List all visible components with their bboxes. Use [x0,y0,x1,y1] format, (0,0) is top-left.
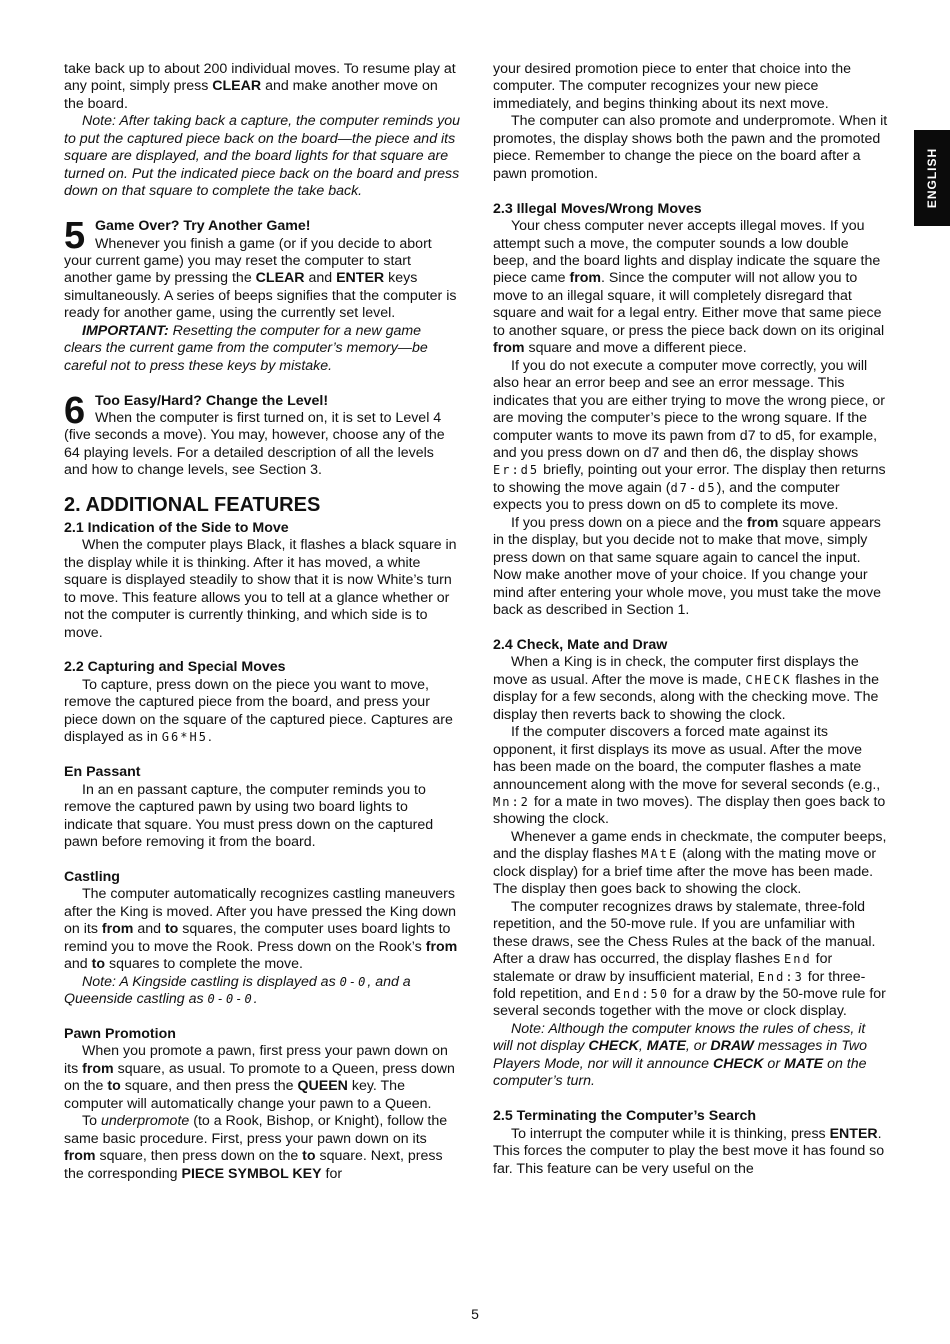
paragraph: When the computer is first turned on, it is set to Level 4 (five seconds a move). You may, however, choose any of the 64 playing levels. For a detailed description of all the levels and how to change levels, see Section 3. [64,410,445,479]
paragraph: Your chess computer never accepts illegal moves. If you attempt such a move, the computer sounds a low double beep, and the board lights and display indicate the square the piece came from. Since the computer will not allow you to move to an illegal square, it will completely disregard that square and wait for a legal entry. Either move that same piece to another square, or press the piece back down on its original from square and move a different piece. [493,218,885,357]
lcd-text: Er:d5 [493,463,540,478]
section-heading: 2. ADDITIONAL FEATURES [64,493,321,516]
subsection-heading: 2.5 Terminating the Computer’s Search [493,1108,757,1125]
lcd-text: End:50 [613,986,670,1001]
paragraph: The computer can also promote and underpromote. When it promotes, the display shows both the pawn and the promoted piece. Remember to change the piece on the board after a pawn promotion. [493,113,888,182]
paragraph: In an en passant capture, the computer reminds you to remove the captured pawn by using two board lights to indicate that square. You must press down on the captured pawn before removing it from the board. [64,781,434,850]
paragraph: When a King is in check, the computer first displays the move as usual. After the move is made, CHECK flashes in the display for a few seconds, along with the checking move. The display then reverts back to showing the clock. [493,654,880,723]
subsection-heading: En Passant [64,764,141,781]
paragraph: your desired promotion piece to enter that choice into the computer. The computer recognizes your new piece immediately, and begins thinking about its next move. [493,61,852,112]
subsection-heading: 2.4 Check, Mate and Draw [493,636,668,653]
step-6 [64,389,460,480]
paragraph: If you do not execute a computer move correctly, you will also hear an error beep and see an error message. This indicates that you are either trying to move the wrong piece, or are moving the computer’s piece to the wrong square. If the computer wants to move its pawn from d7 to d5, for example, and you press down on d7 and then d6, the display shows Er:d5 briefly, pointing out your error. The display then returns to showing the move again (d7-d5), and the computer expects you to press down on d5 to complete its move. [493,357,886,514]
paragraph: To capture, press down on the piece you want to move, remove the captured piece from the board, and press your piece down on the square of the captured piece. Captures are displayed as in G6*H5. [64,676,453,746]
paragraph: Whenever a game ends in checkmate, the computer beeps, and the display flashes MAtE (along with the mating move or clock display) for a brief time after the move has been made. The display then goes back to showing the clock. [493,828,887,898]
lcd-text: 0-0 [339,974,368,989]
paragraph: take back up to about 200 individual moves. To resume play at any point, simply press CLEAR and make another move on the board. [64,61,456,112]
paragraph: If you press down on a piece and the from square appears in the display, but you decide not to make that move, simply press down on that same square again to cancel the input. Now make another move of your choice. If you change your mind after entering your whole move, you must take the move back as described in Section 1. [493,514,881,619]
subsection-heading: 2.2 Capturing and Special Moves [64,659,286,676]
paragraph: Whenever you finish a game (or if you decide to abort your current game) you may reset the computer to start another game by pressing the CLEAR and ENTER keys simultaneously. A series of beeps signifies that the computer is ready for another game, using the currently set level. [64,235,457,322]
paragraph: When you promote a pawn, first press your pawn down on its from square, as usual. To promote to a Queen, press down on the to square, and then press the QUEEN key. The computer will automatically change your pawn to a Queen. [64,1043,455,1112]
lcd-text: G6*H5 [161,730,208,745]
step-5 [64,215,460,375]
subsection-heading: 2.1 Indication of the Side to Move [64,519,289,536]
note: Note: Although the computer knows the rules of chess, it will not display CHECK, MATE, or DRAW messages in Two Players Mode, nor will it announce CHECK or MATE on the computer’s turn. [493,1020,867,1090]
lcd-text: Mn:2 [493,795,530,809]
lcd-text: End [784,952,812,967]
step-heading: Game Over? Try Another Game! [95,218,311,235]
paragraph: The computer automatically recognizes castling maneuvers after the King is moved. After you have pressed the King down on its from and to squares, the computer uses board lights to remind you to move the Rook. Press down on the Rook’s from and to squares to complete the move. [64,886,458,973]
step-number: 6 [64,389,86,432]
step-number: 5 [64,215,86,258]
lcd-text: MAtE [641,847,679,862]
lcd-text: CHECK [745,672,792,687]
note: Note: After taking back a capture, the computer reminds you to put the captured piece back on the board—the piece and its square are displayed, and the board lights for that square are turned on. Put the indicated piece back on the board and press down on that square to complete the take back. [64,113,460,200]
important-note: IMPORTANT: Resetting the computer for a new game clears the current game from the computer’s memory—be careful not to press these keys by mistake. [64,322,428,374]
paragraph: The computer recognizes draws by stalemate, three-fold repetition, and the 50-move rule. If you are unfamiliar with these draws, see the Chess Rules at the back of the manual. After a draw has occurred, the display flashes End for stalemate or draw by insufficient material, End:3 for three-fold repetition, and End:50 for a draw by the 50-move rule for several seconds together with the move or clock display. [493,898,886,1020]
page-number: 5 [471,1306,479,1322]
left-column [64,61,460,1183]
lcd-text: End:3 [757,969,804,984]
paragraph: If the computer discovers a forced mate against its opponent, it first displays its move as usual. After the move has been made on the board, the computer flashes a mate announcement along with the move for several seconds (e.g., Mn:2 for a mate in two moves). The display then goes back to showing the clock. [493,724,886,828]
right-column [493,61,888,1178]
subsection-heading: 2.3 Illegal Moves/Wrong Moves [493,200,702,217]
step-heading: Too Easy/Hard? Change the Level! [95,392,329,409]
paragraph: When the computer plays Black, it flashes a black square in the display while it is thinking. After it has moved, a white square is displayed steadily to show that it is now White’s turn to move. This feature allows you to tell at a glance whether or not the computer is currently thinking, and which side is to move. [64,537,457,641]
subsection-heading: Pawn Promotion [64,1025,176,1042]
paragraph: To underpromote (to a Rook, Bishop, or Knight), follow the same basic procedure. First, press your pawn down on its from square, then press down on the to square. Next, press the corresponding PIECE SYMBOL KEY for [64,1113,448,1182]
language-tab-label: ENGLISH [925,147,939,209]
note: Note: A Kingside castling is displayed as 0-0, and a Queenside castling as 0-0-0. [64,973,411,1008]
lcd-text: d7-d5 [670,480,717,495]
subsection-heading: Castling [64,868,120,885]
paragraph: To interrupt the computer while it is thinking, press ENTER. This forces the computer to play the best move it has found so far. This feature can be very useful on the [493,1125,885,1177]
language-tab [914,130,950,226]
lcd-text: 0-0-0 [207,992,254,1007]
